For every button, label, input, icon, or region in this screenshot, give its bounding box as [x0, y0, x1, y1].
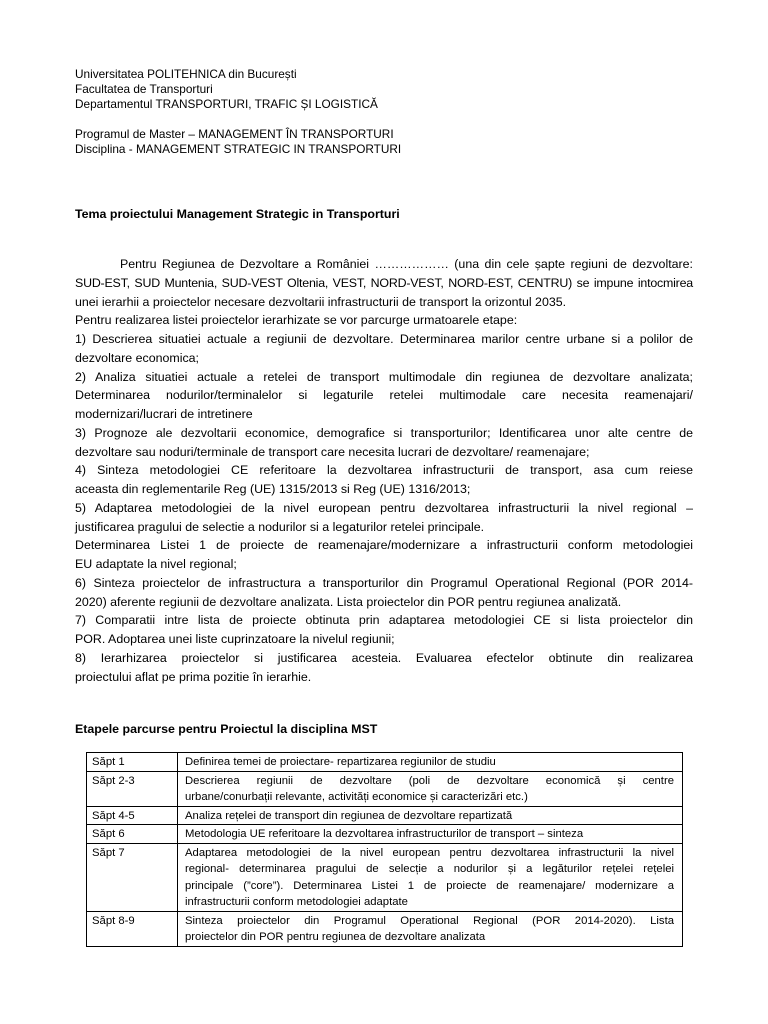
- week-cell: Săpt 7: [87, 843, 178, 911]
- text-line: SUD-EST, SUD Muntenia, SUD-VEST Oltenia, VEST, NORD-VEST, NORD-EST, CENTRU) se impune intocmirea: [75, 275, 693, 290]
- faculty-name: Facultatea de Transporturi: [75, 82, 213, 96]
- step-item-5: [75, 499, 693, 537]
- stages-table: [86, 752, 683, 947]
- text-line: 3) Prognoze ale dezvoltarii economice, demografice si transporturilor; Identificarea unor alte centre de: [75, 425, 693, 440]
- university-name: Universitatea POLITEHNICA din București: [75, 67, 297, 81]
- project-title: Tema proiectului Management Strategic in Transporturi: [75, 207, 400, 221]
- week-cell: Săpt 6: [87, 825, 178, 844]
- step-item-8: [75, 649, 693, 687]
- text-line: 2020) aferente regiunii de dezvoltare analizata. Lista proiectelor din POR pentru regiunea analizată.: [75, 594, 622, 609]
- cell-line: urbane/conurbații relevante, activități economice și caracterizări etc.): [185, 791, 528, 803]
- text-line: EU adaptate la nivel regional;: [75, 557, 237, 571]
- week-cell: Săpt 4-5: [87, 806, 178, 825]
- week-cell: Săpt 2-3: [87, 771, 178, 806]
- step-item-4: [75, 461, 693, 499]
- department-name: Departamentul TRANSPORTURI, TRAFIC ȘI LOGISTICĂ: [75, 97, 378, 111]
- intro-paragraph: [75, 255, 693, 311]
- text-line: 2) Analiza situatiei actuale a retelei de transport multimodale din regiunea de dezvoltare analizata;: [75, 369, 693, 384]
- table-row: [87, 843, 683, 911]
- description-cell: [178, 843, 683, 911]
- text-line: dezvoltare sau noduri/terminale de transport care necesita lucrari de dezvoltare/ reamenajare;: [75, 444, 590, 459]
- description-cell: [178, 771, 683, 806]
- description-cell: [178, 825, 683, 844]
- step-item-5-continuation: [75, 536, 693, 574]
- text-line: 5) Adaptarea metodologiei de la nivel european pentru dezvoltarea infrastructurii la nivel regional –: [75, 500, 693, 515]
- text-line: Pentru Regiunea de Dezvoltare a României ……………… (una din cele șapte regiuni de dezvoltare:: [120, 257, 693, 271]
- text-line: 1) Descrierea situatiei actuale a regiunii de dezvoltare. Determinarea marilor centre urbane si a polilor de: [75, 332, 693, 346]
- step-item-2: [75, 368, 693, 424]
- cell-line: regional- determinarea pragului de selecție a nodurilor și a legăturilor rețelei rețelei: [185, 863, 674, 875]
- description-cell: [178, 753, 683, 772]
- text-line: justificarea pragului de selectie a nodurilor si a legaturilor retelei principale.: [75, 519, 485, 534]
- text-line: proiectului aflat pe prima pozitie în ierarhie.: [75, 669, 312, 684]
- text-line: dezvoltare economica;: [75, 350, 199, 365]
- cell-line: proiectelor din POR pentru regiunea de dezvoltare analizata: [185, 931, 486, 943]
- text-line: 7) Comparatii intre lista de proiecte obtinuta prin adaptarea metodologiei CE si lista proiectelor din: [75, 613, 693, 628]
- step-item-3: [75, 424, 693, 462]
- cell-line: Definirea temei de proiectare- repartizarea regiunilor de studiu: [185, 756, 496, 768]
- text-line: modernizari/lucrari de intretinere: [75, 407, 253, 421]
- table-row: [87, 806, 683, 825]
- table-row: [87, 911, 683, 946]
- stages-heading: Etapele parcurse pentru Proiectul la disciplina MST: [75, 722, 378, 736]
- steps-lead: Pentru realizarea listei proiectelor ierarhizate se vor parcurge urmatoarele etape:: [75, 313, 518, 328]
- cell-line: Analiza rețelei de transport din regiunea de dezvoltare repartizată: [185, 809, 513, 822]
- week-cell: Săpt 1: [87, 753, 178, 772]
- step-item-6: [75, 574, 693, 612]
- text-line: POR. Adoptarea unei liste cuprinzatoare la nivelul regiunii;: [75, 632, 395, 646]
- step-item-7: [75, 611, 693, 649]
- project-description: [75, 255, 693, 686]
- cell-line: Metodologia UE referitoare la dezvoltarea infrastructurilor de transport – sinteza: [185, 828, 584, 840]
- table-row: [87, 753, 683, 772]
- cell-line: Sinteza proiectelor din Programul Operational Regional (POR 2014-2020). Lista: [185, 914, 674, 927]
- text-line: unei ierarhii a proiectelor necesare dezvoltarii infrastructurii de transport la orizontul 2035.: [75, 294, 567, 309]
- text-line: 8) Ierarhizarea proiectelor si justificarea acesteia. Evaluarea efectelor obtinute din realizarea: [75, 650, 693, 665]
- text-line: 6) Sinteza proiectelor de infrastructura a transporturilor din Programul Operational Regional (POR 2014-: [75, 575, 693, 590]
- document-header: [75, 67, 675, 157]
- program-name: Programul de Master – MANAGEMENT ÎN TRANSPORTURI: [75, 127, 394, 141]
- step-item-1: [75, 330, 693, 368]
- text-line: aceasta din reglementarile Reg (UE) 1315/2013 si Reg (UE) 1316/2013;: [75, 482, 471, 496]
- cell-line: Descrierea regiunii de dezvoltare (poli de dezvoltare economică și centre: [185, 774, 674, 787]
- cell-line: Adaptarea metodologiei de la nivel european pentru dezvoltarea infrastructurii la nivel: [185, 846, 674, 859]
- text-line: Determinarea nodurilor/terminalelor si legaturile retelei multimodale care necesita reamenajari/: [75, 388, 693, 403]
- description-cell: [178, 911, 683, 946]
- cell-line: principale (”core”). Determinarea Listei 1 de proiecte de reamenajare/ modernizare a: [185, 879, 674, 892]
- text-line: 4) Sinteza metodologiei CE referitoare la dezvoltarea infrastructurii de transport, asa cum reiese: [75, 463, 693, 478]
- description-cell: [178, 806, 683, 825]
- cell-line: infrastructurii conform metodologiei adaptate: [185, 896, 408, 908]
- week-cell: Săpt 8-9: [87, 911, 178, 946]
- text-line: Determinarea Listei 1 de proiecte de reamenajare/modernizare a infrastructurii conform metodologiei: [75, 538, 693, 553]
- table-row: [87, 771, 683, 806]
- table-row: [87, 825, 683, 844]
- discipline-name: Disciplina - MANAGEMENT STRATEGIC IN TRANSPORTURI: [75, 142, 402, 156]
